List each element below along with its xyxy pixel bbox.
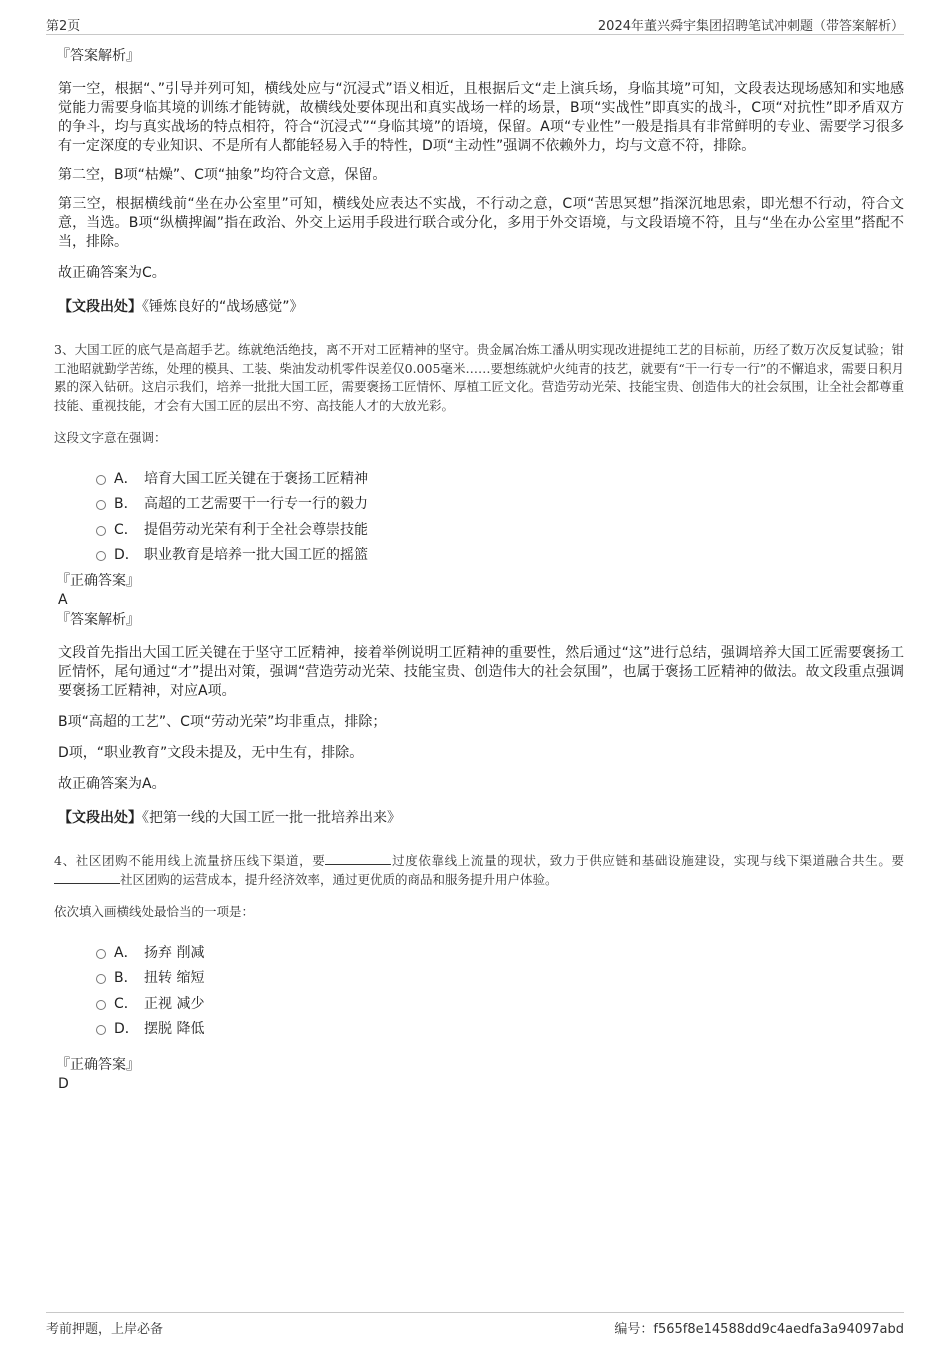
- q3-analysis-p2: B项“高超的工艺”、C项“劳动光荣”均非重点，排除；: [58, 714, 387, 730]
- option-text: 职业教育是培养一批大国工匠的摇篮: [144, 547, 368, 564]
- page-number: 第2页: [46, 19, 81, 34]
- q2-analysis-p3: 第三空，根据横线前“坐在办公室里”可知，横线处应表达不实战，不行动之意，C项“苦思冥想”指深沉地思索，即光想不行动，符合文意，当选。B项“纵横捭阖”指在政治、外交上运用手段进行联合或分化，多用于外交语境，与文段语境不符，且与“坐在办公室里”搭配不当，排除。: [58, 196, 904, 250]
- q2-source: [58, 297, 904, 317]
- option-letter: D．: [114, 547, 139, 564]
- q3-option-d[interactable]: [96, 542, 904, 568]
- blank-line-1: [325, 852, 391, 865]
- q3-conclusion: 故正确答案为A。: [58, 776, 166, 792]
- q3-answer-tag: 『正确答案』: [56, 573, 140, 589]
- q3-source-label: 【文段出处】: [58, 810, 142, 826]
- q4-option-a[interactable]: [96, 939, 904, 965]
- q4-option-d[interactable]: [96, 1016, 904, 1042]
- q2-conclusion: 故正确答案为C。: [58, 265, 166, 281]
- q3-source-text: 《把第一线的大国工匠一批一批培养出来》: [142, 810, 401, 826]
- radio-icon[interactable]: [96, 1025, 106, 1035]
- radio-icon[interactable]: [96, 526, 106, 536]
- q4-text-part3: 社区团购的运营成本，提升经济效率，通过更优质的商品和服务提升用户体验。: [120, 871, 558, 887]
- option-text: 扬弃 削减: [144, 944, 205, 961]
- q3-options: [96, 465, 904, 567]
- option-letter: A．: [114, 470, 138, 487]
- option-text: 扭转 缩短: [144, 970, 205, 987]
- radio-icon[interactable]: [96, 1000, 106, 1010]
- q2-source-text: 《锤炼良好的“战场感觉”》: [142, 299, 304, 315]
- option-text: 正视 减少: [144, 995, 205, 1012]
- q3-question-text: 3、大国工匠的底气是高超手艺。练就绝活绝技，离不开对工匠精神的坚守。贵金属冶炼工潘从明实现改进提纯工艺的目标前，历经了数万次反复试验；钳工池昭就勤学苦练，处理的模具、工装、柴油发动机零件误差仅0.005毫米……要想练就炉火纯青的技艺，就要有“干一行专一行”的不懈追求，需要日积月累的深入钻研。这启示我们，培养一批批大国工匠，需要褒扬工匠情怀、厚植工匠文化。营造劳动光荣、技能宝贵、创造伟大的社会氛围，让全社会都尊重技能、重视技能，才会有大国工匠的层出不穷、高技能人才的大放光彩。: [54, 342, 905, 413]
- option-letter: B．: [114, 970, 138, 987]
- option-letter: B．: [114, 496, 138, 513]
- q4-answer: D: [58, 1076, 69, 1092]
- option-letter: A．: [114, 944, 138, 961]
- q3-analysis-tag: 『答案解析』: [56, 612, 140, 628]
- q4-answer-tag: 『正确答案』: [56, 1057, 140, 1073]
- q4-question-text: [54, 852, 904, 889]
- option-text: 摆脱 降低: [144, 1021, 205, 1038]
- q4-option-c[interactable]: [96, 990, 904, 1016]
- q2-source-label: 【文段出处】: [58, 299, 142, 315]
- footer-serial-number: 编号：f565f8e14588dd9c4aedfa3a94097abd: [614, 1322, 904, 1337]
- page-header: [46, 12, 904, 35]
- option-letter: C．: [114, 995, 138, 1012]
- q2-analysis-tag: 『答案解析』: [56, 48, 140, 64]
- page-content: [46, 46, 904, 1094]
- radio-icon[interactable]: [96, 974, 106, 984]
- option-text: 提倡劳动光荣有利于全社会尊崇技能: [144, 521, 368, 538]
- q3-option-c[interactable]: [96, 516, 904, 542]
- blank-line-2: [54, 871, 120, 884]
- q3-analysis-p3: D项，“职业教育”文段未提及，无中生有，排除。: [58, 745, 364, 761]
- q4-text-part2: 过度依靠线上流量的现状，致力于供应链和基础设施建设，实现与线下渠道融合共生。要: [391, 853, 904, 868]
- q4-option-b[interactable]: [96, 965, 904, 991]
- q4-text-part1: 4、社区团购不能用线上流量挤压线下渠道，要: [54, 853, 326, 868]
- q3-prompt: 这段文字意在强调：: [54, 430, 167, 445]
- q3-option-b[interactable]: [96, 491, 904, 517]
- q4-prompt: 依次填入画横线处最恰当的一项是：: [54, 904, 255, 919]
- q3-option-a[interactable]: [96, 465, 904, 491]
- option-letter: C．: [114, 521, 138, 538]
- option-text: 高超的工艺需要干一行专一行的毅力: [144, 496, 368, 513]
- q2-analysis-p2: 第二空，B项“枯燥”、C项“抽象”均符合文意，保留。: [58, 167, 387, 183]
- footer-slogan: 考前押题，上岸必备: [46, 1322, 164, 1337]
- q3-source: [58, 808, 904, 828]
- radio-icon[interactable]: [96, 949, 106, 959]
- radio-icon[interactable]: [96, 551, 106, 561]
- option-letter: D．: [114, 1021, 139, 1038]
- document-title: 2024年董兴舜宇集团招聘笔试冲刺题（带答案解析）: [597, 19, 904, 34]
- radio-icon[interactable]: [96, 475, 106, 485]
- option-text: 培育大国工匠关键在于褒扬工匠精神: [144, 470, 368, 487]
- q3-answer: A: [58, 592, 68, 608]
- radio-icon[interactable]: [96, 500, 106, 510]
- page-footer: [46, 1312, 904, 1337]
- q3-analysis-p1: 文段首先指出大国工匠关键在于坚守工匠精神，接着举例说明工匠精神的重要性，然后通过“这”进行总结，强调培养大国工匠需要褒扬工匠情怀，尾句通过“才”提出对策，强调“营造劳动光荣、技能宝贵、创造伟大的社会氛围”，也属于褒扬工匠精神的做法。故文段重点强调要褒扬工匠精神，对应A项。: [58, 645, 904, 699]
- q2-analysis-p1: 第一空，根据“、”引导并列可知，横线处应与“沉浸式”语义相近，且根据后文“走上演兵场，身临其境”可知，文段表达现场感知和实地感觉能力需要身临其境的训练才能铸就，故横线处要体现出和真实战场一样的场景，B项“实战性”即真实的战斗，C项“对抗性”即矛盾双方的争斗，均与真实战场的特点相符，符合“沉浸式”“身临其境”的语境，保留。A项“专业性”一般是指具有非常鲜明的专业、需要学习很多有一定深度的专业知识、不是所有人都能轻易入手的特性，D项“主动性”强调不依赖外力，均与文意不符，排除。: [58, 81, 904, 154]
- q4-options: [96, 939, 904, 1041]
